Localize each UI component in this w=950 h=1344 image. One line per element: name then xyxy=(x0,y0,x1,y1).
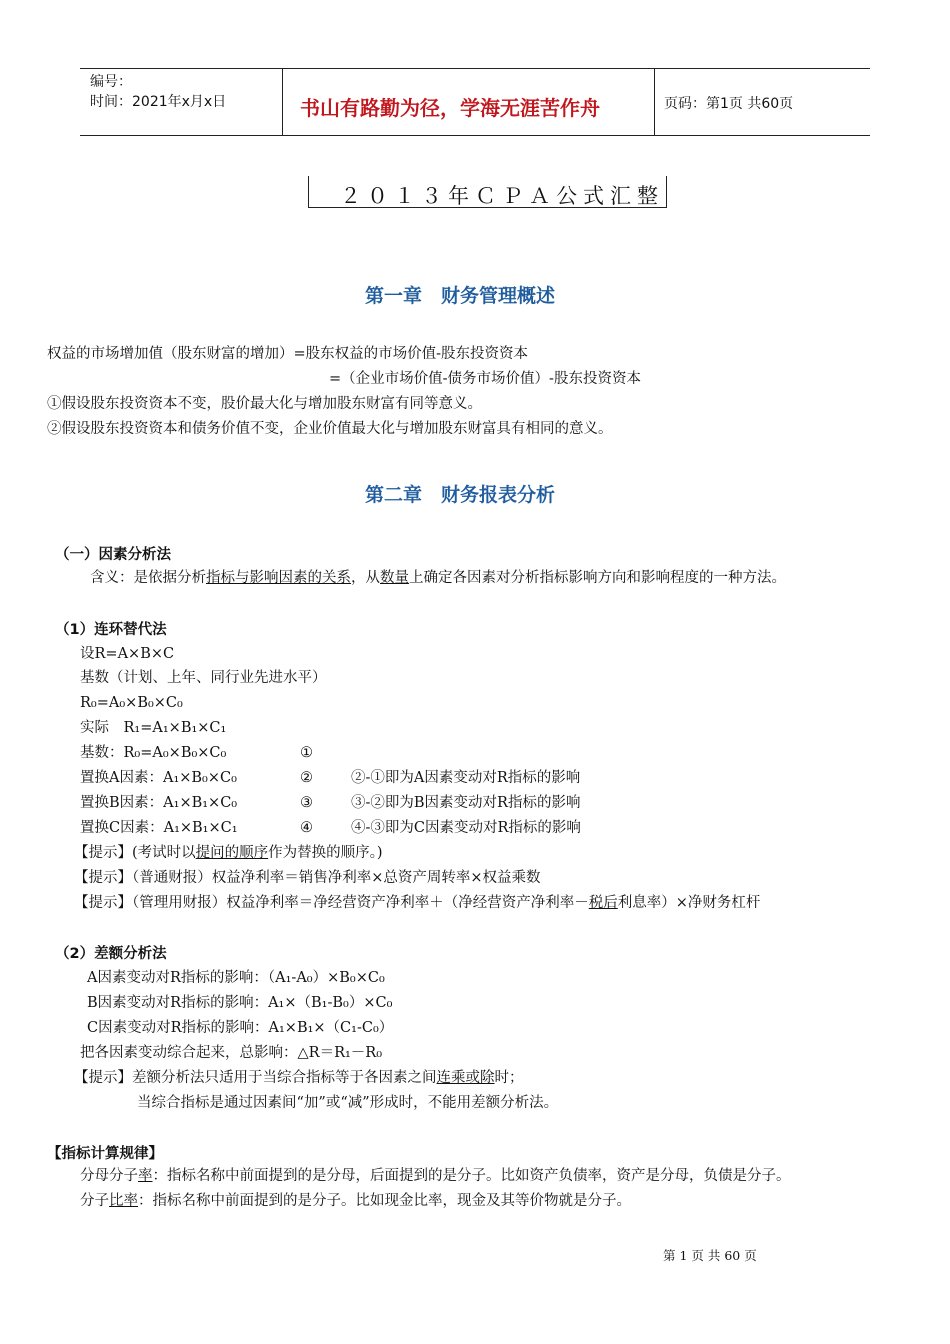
header-motto: 书山有路勤为径，学海无涯苦作舟 xyxy=(300,96,600,120)
header-bottom-rule xyxy=(80,135,870,136)
tip1-underline: 提问的顺序 xyxy=(195,845,269,861)
meaning-part-a: 含义：是依据分析 xyxy=(90,570,206,586)
tip-difference-method-line2: 当综合指标是通过因素间“加”或“减”形成时，不能用差额分析法。 xyxy=(137,1095,559,1111)
step-b-note: ③-②即为B因素变动对R指标的影响 xyxy=(351,795,581,811)
step-a: 置换A因素：A₁×B₀×C₀ xyxy=(80,770,237,786)
subsection-chain-substitution-title: （1）连环替代法 xyxy=(55,622,167,638)
diff-factor-b: B因素变动对R指标的影响：A₁×（B₁-B₀）×C₀ xyxy=(87,995,393,1011)
header-divider-right xyxy=(654,68,655,136)
section-factor-analysis-title: （一）因素分析法 xyxy=(55,547,171,563)
rule-numerator-ratio xyxy=(80,1190,631,1212)
header-top-rule xyxy=(80,68,870,69)
diff-total: 把各因素变动综合起来，总影响：△R＝R₁－R₀ xyxy=(80,1045,383,1061)
base-note: 基数（计划、上年、同行业先进水平） xyxy=(80,670,327,686)
tip4-underline: 连乘或除 xyxy=(436,1070,495,1086)
page-footer: 第 1 页 共 60 页 xyxy=(663,1248,757,1263)
tip4-part-b: 时； xyxy=(494,1070,524,1086)
header-page-label: 页码：第1页 共60页 xyxy=(664,96,794,112)
rule-denominator-numerator xyxy=(80,1165,791,1187)
set-r-formula: 设R=A×B×C xyxy=(80,646,175,662)
header-divider-left xyxy=(282,68,283,136)
diff-factor-a: A因素变动对R指标的影响：（A₁-A₀）×B₀×C₀ xyxy=(87,970,385,986)
chapter1-note1: ①假设股东投资资本不变，股价最大化与增加股东财富有同等意义。 xyxy=(47,396,482,412)
step-c: 置换C因素：A₁×B₁×C₁ xyxy=(80,820,238,836)
tip3-underline: 税后 xyxy=(588,895,618,911)
chapter1-note2: ②假设股东投资资本和债务价值不变，企业价值最大化与增加股东财富具有相同的意义。 xyxy=(47,421,613,437)
step-c-number: ④ xyxy=(300,820,313,836)
rule2-part-a: 分子 xyxy=(80,1193,109,1209)
meaning-part-c: 上确定各因素对分析指标影响方向和影响程度的一种方法。 xyxy=(409,570,786,586)
step-base: 基数：R₀=A₀×B₀×C₀ xyxy=(80,745,227,761)
rule2-part-b: ：指标名称中前面提到的是分子。比如现金比率，现金及其等价物就是分子。 xyxy=(138,1193,631,1209)
chapter1-heading: 第一章 财务管理概述 xyxy=(365,285,556,307)
chapter2-heading: 第二章 财务报表分析 xyxy=(365,484,556,506)
tip-substitution-order xyxy=(74,842,383,864)
header-time-label: 时间：2021年x月x日 xyxy=(90,94,227,110)
header-number-label: 编号： xyxy=(90,74,132,90)
tip3-part-a: 【提示】（管理用财报）权益净利率＝净经营资产净利率＋（净经营资产净利率－ xyxy=(74,895,589,911)
tip-ordinary-report: 【提示】（普通财报）权益净利率＝销售净利率×总资产周转率×权益乘数 xyxy=(74,870,541,886)
tip1-part-a: 【提示】(考试时以 xyxy=(74,845,196,861)
chapter1-formula-line1: 权益的市场增加值（股东财富的增加）=股东权益的市场价值-股东投资资本 xyxy=(47,346,529,362)
tip-management-report xyxy=(74,892,760,914)
actual-formula: 实际 R₁=A₁×B₁×C₁ xyxy=(80,720,227,736)
factor-analysis-meaning xyxy=(90,567,786,589)
tip3-part-b: 利息率）×净财务杠杆 xyxy=(617,895,761,911)
step-b: 置换B因素：A₁×B₁×C₀ xyxy=(80,795,238,811)
rule-title: 【指标计算规律】 xyxy=(47,1146,163,1162)
meaning-underline-1: 指标与影响因素的关系 xyxy=(206,570,351,586)
step-c-note: ④-③即为C因素变动对R指标的影响 xyxy=(351,820,581,836)
step-base-number: ① xyxy=(300,745,313,761)
step-a-number: ② xyxy=(300,770,313,786)
tip-difference-method xyxy=(74,1067,524,1089)
tip4-part-a: 【提示】差额分析法只适用于当综合指标等于各因素之间 xyxy=(74,1070,437,1086)
rule1-part-a: 分母分子 xyxy=(80,1168,138,1184)
diff-factor-c: C因素变动对R指标的影响：A₁×B₁×（C₁-C₀） xyxy=(87,1020,394,1036)
tip1-part-b: 作为替换的顺序。) xyxy=(268,845,383,861)
rule2-underline: 比率 xyxy=(109,1193,138,1209)
rule1-part-b: ：指标名称中前面提到的是分母，后面提到的是分子。比如资产负债率，资产是分母，负债是分子。 xyxy=(152,1168,791,1184)
step-b-number: ③ xyxy=(300,795,313,811)
rule1-underline: 率 xyxy=(138,1168,153,1184)
meaning-underline-2: 数量 xyxy=(380,570,409,586)
r0-formula: R₀=A₀×B₀×C₀ xyxy=(80,695,183,711)
document-title: ２０１３年ＣＰＡ公式汇整 xyxy=(340,184,664,208)
subsection-difference-analysis-title: （2）差额分析法 xyxy=(55,946,167,962)
chapter1-formula-line2: =（企业市场价值-债务市场价值）-股东投资资本 xyxy=(329,371,641,387)
step-a-note: ②-①即为A因素变动对R指标的影响 xyxy=(351,770,581,786)
meaning-part-b: ，从 xyxy=(351,570,380,586)
